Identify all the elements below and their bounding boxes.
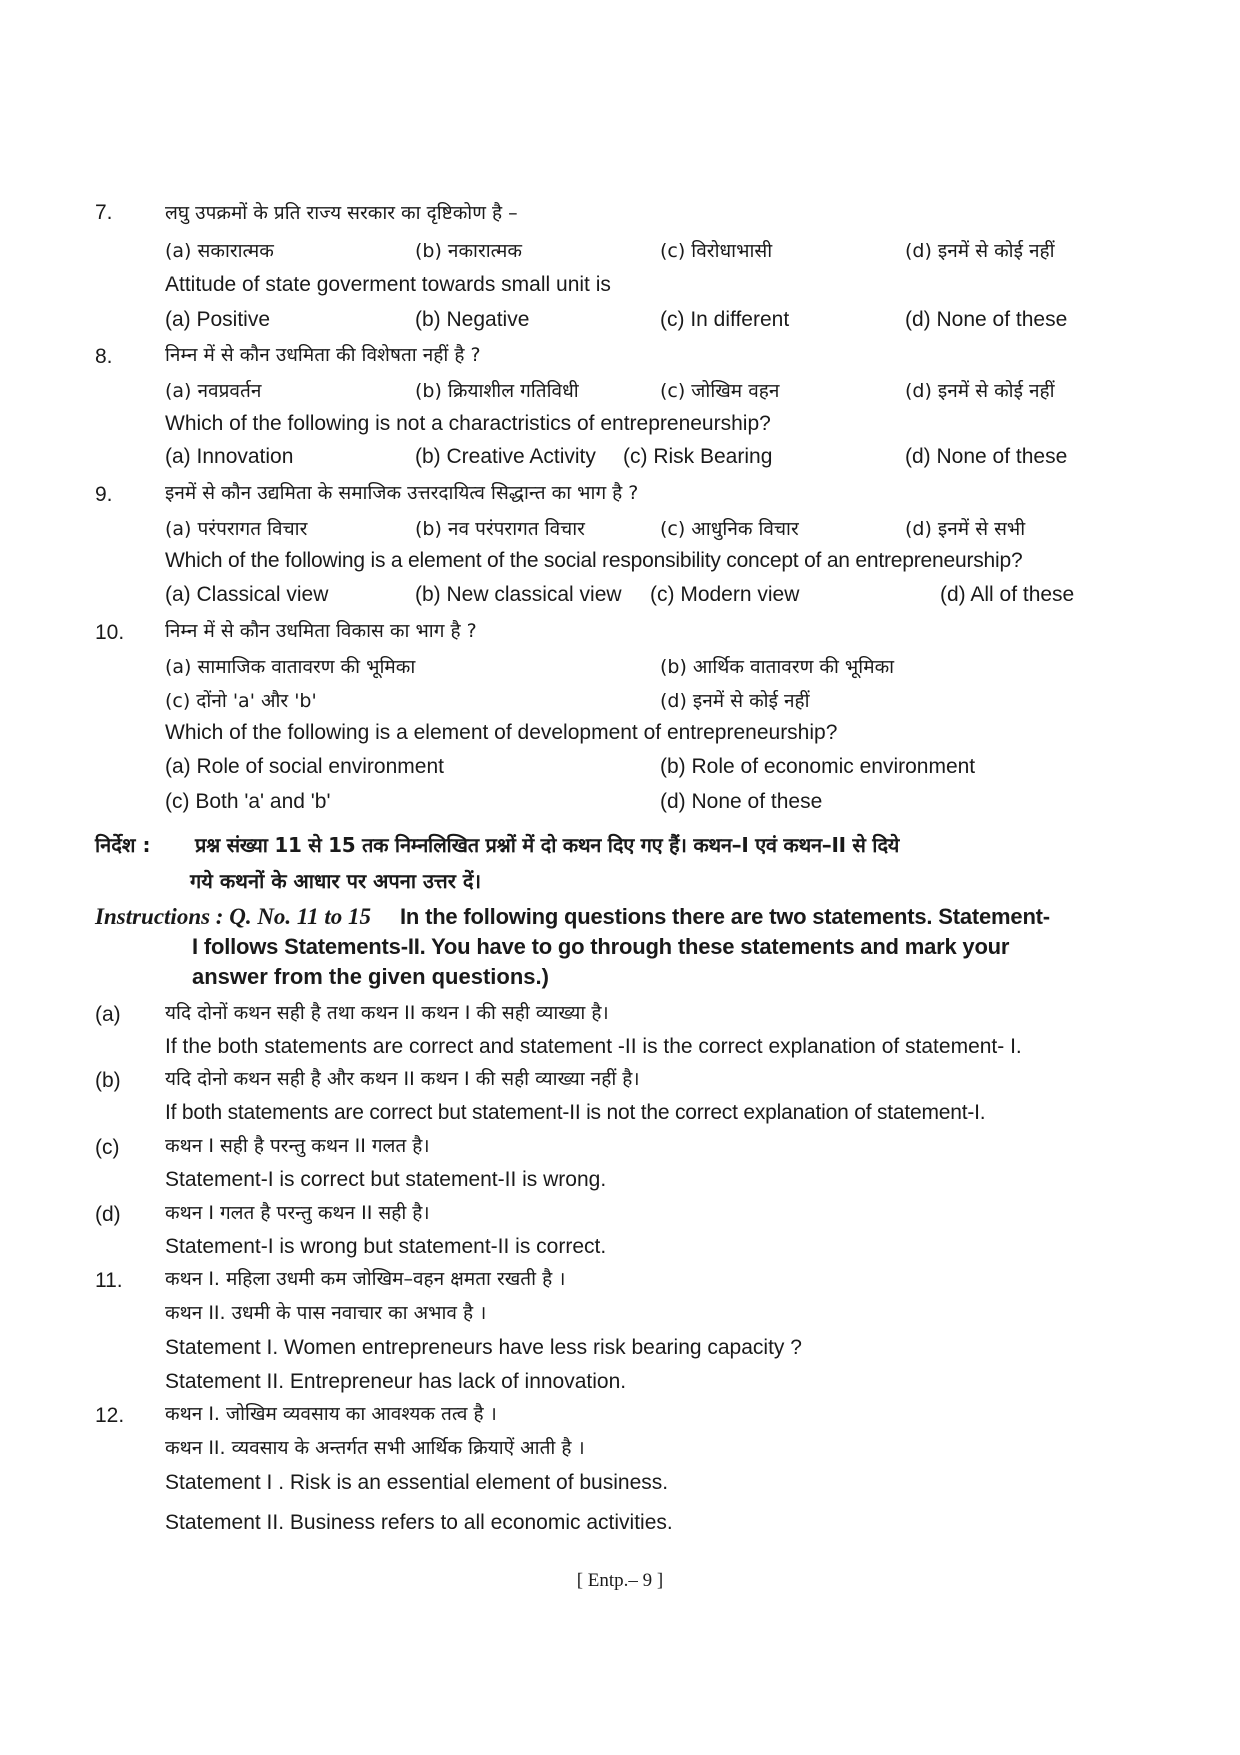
question-text-hindi: निम्न में से कौन उधमिता की विशेषता नहीं है ? [165,344,481,366]
option-b-english: (b) Creative Activity [415,445,596,468]
question-number: 11. [95,1269,123,1292]
option-c-english: (c) Modern view [650,583,800,606]
option-b-hindi: (b) नव परंपरागत विचार [415,518,585,540]
option-b-hindi: (b) आर्थिक वातावरण की भूमिका [660,656,895,678]
question-text-hindi: इनमें से कौन उद्यमिता के समाजिक उत्तरदायित्व सिद्धान्त का भाग है ? [165,482,639,504]
question-text-english: Attitude of state goverment towards small unit is [165,273,611,296]
statement-1-english: Statement I . Risk is an essential element of business. [165,1471,669,1494]
option-a-hindi: (a) सकारात्मक [165,240,274,262]
statement-2-english: Statement II. Business refers to all economic activities. [165,1511,673,1534]
option-a-hindi: (a) नवप्रवर्तन [165,380,262,402]
option-a-english: (a) Role of social environment [165,755,444,778]
option-d-hindi: (d) इनमें से कोई नहीं [660,690,810,712]
option-d-english: (d) None of these [905,445,1068,468]
answer-key-english: Statement-I is correct but statement-II is wrong. [165,1168,607,1191]
statement-1-hindi: कथन I. महिला उधमी कम जोखिम–वहन क्षमता रखती है । [165,1268,566,1290]
instructions-label: Instructions : Q. No. 11 to 15 [95,904,372,929]
answer-key-hindi: यदि दोनो कथन सही है और कथन II कथन I की सही व्याख्या नहीं है। [165,1068,640,1090]
nirdesh-label: निर्देश : [95,833,151,857]
question-number: 12. [95,1404,125,1427]
option-c-hindi: (c) आधुनिक विचार [660,518,799,540]
option-a-english: (a) Positive [165,308,271,331]
option-d-english: (d) None of these [905,308,1068,331]
option-b-hindi: (b) क्रियाशील गतिविधी [415,380,579,402]
question-text-english: Which of the following is a element of the social responsibility concept of an entrepreneurship? [165,549,1023,572]
option-d-english: (d) None of these [660,790,823,813]
option-d-english: (d) All of these [940,583,1075,606]
question-text-hindi: लघु उपक्रमों के प्रति राज्य सरकार का दृष्टिकोण है – [165,202,518,224]
option-c-english: (c) Risk Bearing [623,445,773,468]
option-d-hindi: (d) इनमें से सभी [905,518,1026,540]
answer-key: (c) [95,1136,120,1159]
answer-key-english: If both statements are correct but statement-II is not the correct explanation of statement-I. [165,1101,986,1124]
question-number: 10. [95,621,125,644]
instructions-line2: I follows Statements-II. You have to go through these statements and mark your [192,934,1010,959]
option-c-english: (c) Both 'a' and 'b' [165,790,331,813]
question-number: 8. [95,345,113,368]
option-b-english: (b) New classical view [415,583,622,606]
answer-key: (a) [95,1003,121,1026]
question-text-english: Which of the following is a element of development of entrepreneurship? [165,721,838,744]
statement-2-hindi: कथन II. व्यवसाय के अन्तर्गत सभी आर्थिक क्रियाऐं आती है । [165,1437,585,1459]
option-c-hindi: (c) दोंनो 'a' और 'b' [165,690,317,712]
option-c-hindi: (c) विरोधाभासी [660,240,773,262]
option-a-hindi: (a) सामाजिक वातावरण की भूमिका [165,656,416,678]
instructions-line3: answer from the given questions.) [192,964,549,989]
option-d-hindi: (d) इनमें से कोई नहीं [905,380,1055,402]
instructions-line1: In the following questions there are two statements. Statement- [400,904,1050,929]
option-d-hindi: (d) इनमें से कोई नहीं [905,240,1055,262]
nirdesh-text-line1: प्रश्न संख्या 11 से 15 तक निम्नलिखित प्रश्नों में दो कथन दिए गए हैं। कथन–I एवं कथन–II से दिये [195,833,900,857]
answer-key: (b) [95,1069,121,1092]
question-text-english: Which of the following is not a charactristics of entrepreneurship? [165,412,771,435]
answer-key-english: If the both statements are correct and statement -II is the correct explanation of statement- I. [165,1035,1022,1058]
answer-key: (d) [95,1203,121,1226]
question-text-hindi: निम्न में से कौन उधमिता विकास का भाग है ? [165,620,477,642]
option-b-english: (b) Role of economic environment [660,755,976,778]
option-b-english: (b) Negative [415,308,530,331]
option-c-english: (c) In different [660,308,790,331]
option-a-english: (a) Innovation [165,445,294,468]
question-number: 7. [95,201,113,224]
statement-2-english: Statement II. Entrepreneur has lack of innovation. [165,1370,627,1393]
statement-1-english: Statement I. Women entrepreneurs have less risk bearing capacity ? [165,1336,802,1359]
answer-key-hindi: कथन I सही है परन्तु कथन II गलत है। [165,1135,430,1157]
statement-2-hindi: कथन II. उधमी के पास नवाचार का अभाव है । [165,1302,487,1324]
page-footer: [ Entp.– 9 ] [576,1570,664,1591]
option-a-hindi: (a) परंपरागत विचार [165,518,308,540]
answer-key-hindi: कथन I गलत है परन्तु कथन II सही है। [165,1202,430,1224]
nirdesh-text-line2: गये कथनों के आधार पर अपना उत्तर दें। [190,869,482,893]
question-number: 9. [95,483,113,506]
option-a-english: (a) Classical view [165,583,329,606]
answer-key-hindi: यदि दोनों कथन सही है तथा कथन II कथन I की सही व्याख्या है। [165,1002,609,1024]
statement-1-hindi: कथन I. जोखिम व्यवसाय का आवश्यक तत्व है । [165,1403,497,1425]
option-b-hindi: (b) नकारात्मक [415,240,522,262]
option-c-hindi: (c) जोखिम वहन [660,380,780,402]
answer-key-english: Statement-I is wrong but statement-II is correct. [165,1235,607,1258]
